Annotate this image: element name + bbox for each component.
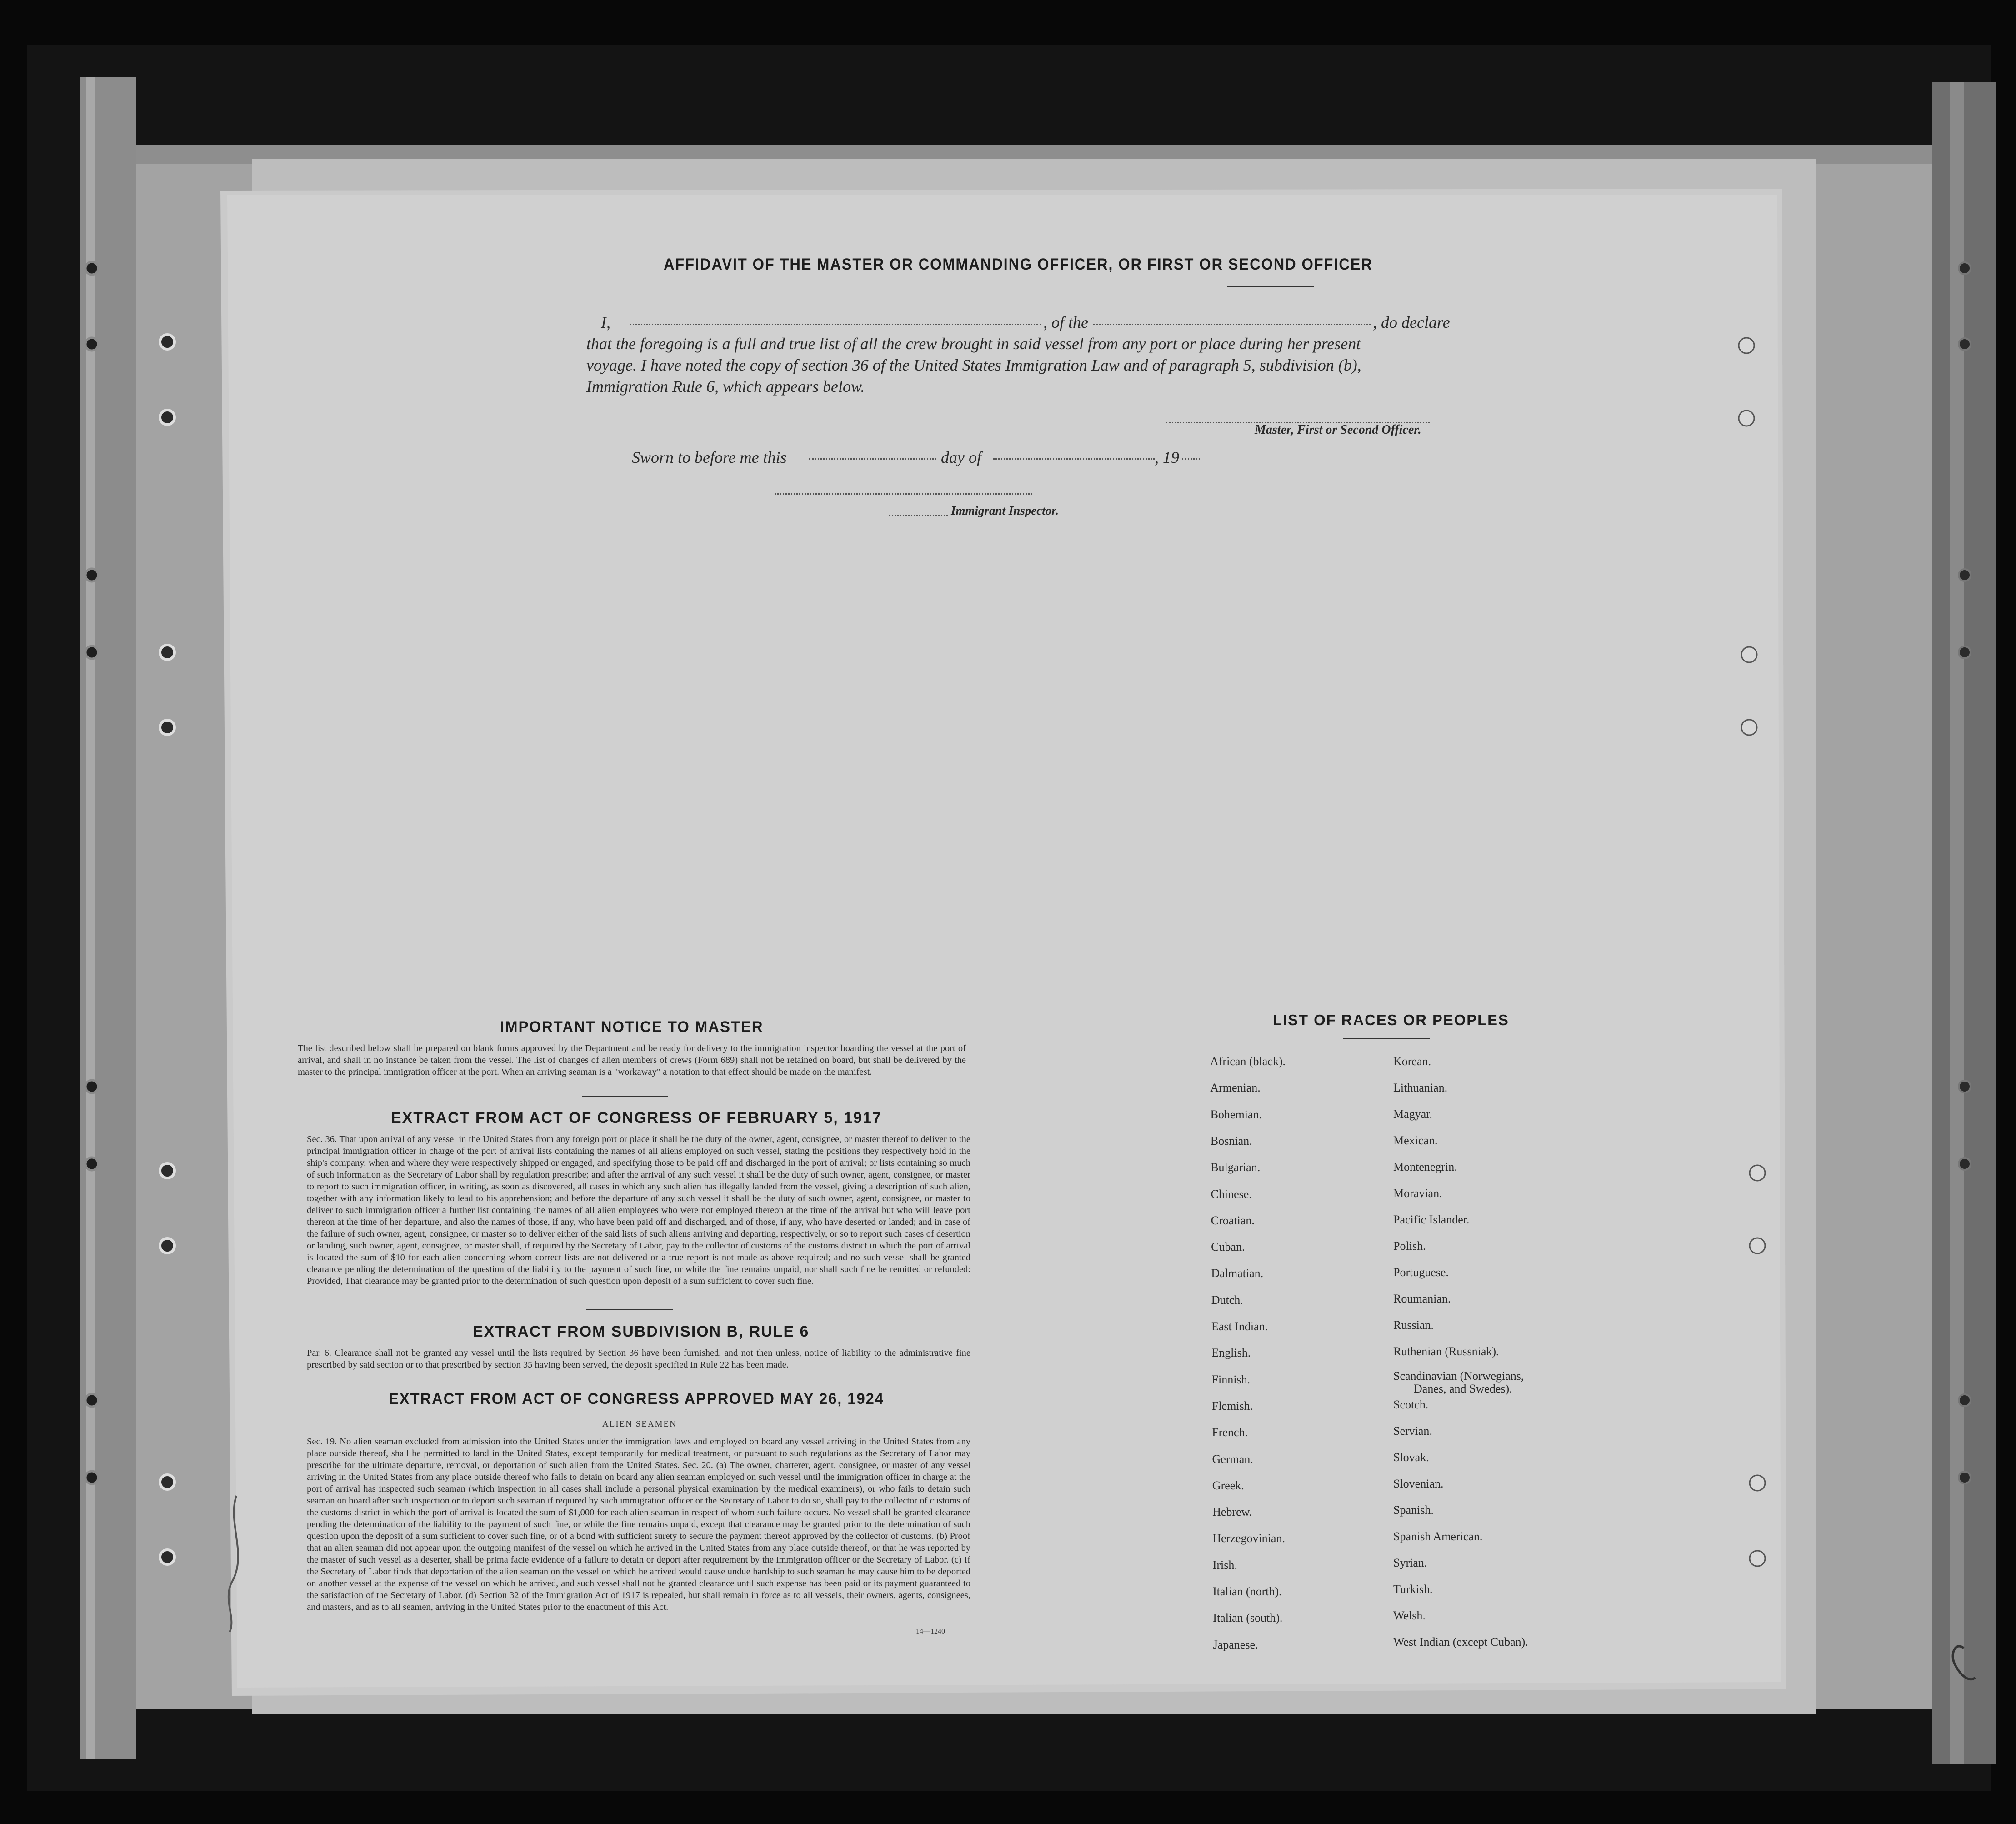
race-right-item: Portuguese. xyxy=(1393,1266,1449,1279)
race-left-item: Flemish. xyxy=(1211,1399,1253,1413)
race-left-item: Hebrew. xyxy=(1212,1505,1252,1519)
act-1917-rule xyxy=(586,1309,673,1310)
affidavit-line-2: that the foregoing is a full and true list of all the crew brought in said vessel from any port or place during her present xyxy=(586,335,1361,353)
race-left-item: Bulgarian. xyxy=(1211,1161,1261,1174)
notice-rule xyxy=(582,1096,668,1097)
master-signature-label: Master, First or Second Officer. xyxy=(1255,423,1421,437)
inspector-short-line xyxy=(889,515,948,516)
race-left-item: Herzegovinian. xyxy=(1212,1532,1285,1545)
act-1924-subtitle: ALIEN SEAMEN xyxy=(602,1419,677,1429)
race-left-item: German. xyxy=(1212,1452,1253,1466)
race-left-item: Italian (north). xyxy=(1213,1585,1282,1598)
race-right-item: Lithuanian. xyxy=(1393,1081,1448,1094)
race-right-item: Ruthenian (Russniak). xyxy=(1393,1345,1499,1358)
race-left-item: Chinese. xyxy=(1211,1187,1252,1201)
race-right-item: Roumanian. xyxy=(1393,1292,1451,1305)
race-right-item: Magyar. xyxy=(1393,1107,1432,1121)
act-1917-text: Sec. 36. That upon arrival of any vessel in the United States from any foreign port or place it shall be the duty of the owner, agent, consignee, or master thereof to deliver to the principal immigration officer in charge of the port of arrival lists containing the names of all aliens employed on such vessel, stating the positions they respectively hold in the ship's company, when and where they were respectively shipped or engaged, and specifying those to be paid off and discharged in the port of arrival; or lists containing so much of such information as the Secretary of Labor shall by regulation prescribe; and after the arrival of any such vessel it shall be the duty of such owner, agent, consignee, or master to report to such immigration officer, in writing, as soon as discovered, all cases in which any such alien has illegally landed from the vessel, giving a description of such alien, together with any information likely to lead to his apprehension; and before the departure of any such vessel it shall be the duty of such owner, agent, consignee, or master to deliver to such immigration officer a further list containing the names of all alien employees who were not employed thereon at the time of the arrival but who will leave port thereon at the time of her departure, and also the names of those, if any, who have been paid off and discharged, and of those, if any, who have deserted or landed; and in case of the failure of such owner, agent, consignee, or master so to deliver either of the said lists of such aliens arriving and departing, respectively, or so to report such cases of desertion or landing, such owner, agent, consignee, or master shall, if required by the Secretary of Labor, pay to the collector of customs of the customs district in which the port of arrival is located the sum of $10 for each alien concerning whom correct lists are not delivered or a true report is not made as above required; and no such vessel shall be granted clearance pending the determination of the question of the liability to the payment of such fine, or while the fine remains unpaid, nor shall such fine be remitted or refunded: Provided, That clearance may be granted prior to the determination of such question upon deposit of a sum sufficient to cover such fine. xyxy=(307,1134,970,1286)
sworn-text: Sworn to before me this xyxy=(632,448,787,466)
race-left-item: Dutch. xyxy=(1211,1293,1243,1307)
affidavit-i: I, xyxy=(601,313,610,331)
race-right-item: Mexican. xyxy=(1393,1134,1438,1147)
race-right-item: Slovak. xyxy=(1393,1451,1429,1464)
race-left-item: Irish. xyxy=(1212,1558,1237,1572)
race-right-item: Spanish American. xyxy=(1393,1530,1483,1543)
affidavit-title-rule xyxy=(1227,286,1314,287)
race-right-item: Moravian. xyxy=(1393,1187,1442,1200)
race-left-item: Croatian. xyxy=(1211,1213,1255,1227)
affidavit-of-the: , of the xyxy=(1043,313,1088,331)
race-right-item: West Indian (except Cuban). xyxy=(1393,1635,1528,1649)
sworn-day-blank[interactable] xyxy=(809,458,936,460)
race-left-item: French. xyxy=(1212,1426,1248,1439)
affidavit-name-blank[interactable] xyxy=(630,324,1041,325)
inspector-signature-line[interactable] xyxy=(775,493,1032,495)
race-left-item: Finnish. xyxy=(1211,1373,1251,1386)
races-title: LIST OF RACES OR PEOPLES xyxy=(1273,1012,1509,1028)
race-right-item: Servian. xyxy=(1393,1424,1432,1438)
race-right-item: Danes, and Swedes). xyxy=(1414,1382,1512,1395)
affidavit-title: AFFIDAVIT OF THE MASTER OR COMMANDING OFFICER, OR FIRST OR SECOND OFFICER xyxy=(664,256,1373,273)
affidavit-line-4: Immigration Rule 6, which appears below. xyxy=(586,377,865,396)
inspector-label: Immigrant Inspector. xyxy=(951,504,1059,517)
race-right-item: Korean. xyxy=(1393,1055,1431,1068)
race-right-item: Russian. xyxy=(1393,1318,1434,1332)
act-1924-title: EXTRACT FROM ACT OF CONGRESS APPROVED MAY 26, 1924 xyxy=(389,1390,884,1408)
sworn-year-blank[interactable] xyxy=(1182,458,1200,460)
race-right-item: Slovenian. xyxy=(1393,1477,1444,1490)
form-number: 14—1240 xyxy=(916,1628,945,1635)
race-right-item: Pacific Islander. xyxy=(1393,1213,1470,1226)
race-left-item: Armenian. xyxy=(1210,1081,1261,1095)
affidavit-vessel-blank[interactable] xyxy=(1093,324,1371,325)
race-right-item: Scotch. xyxy=(1393,1398,1429,1411)
sworn-month-blank[interactable] xyxy=(993,458,1155,460)
act-1924-text: Sec. 19. No alien seaman excluded from admission into the United States under the immigration laws and employed on board any vessel arriving in the United States from any place outside thereof, shall be permitted to land in the United States, except temporarily for medical treatment, or pursuant to such regulations as the Secretary of Labor may prescribe for the ultimate departure, removal, or deportation of such alien from the United States. Sec. 20. (a) The owner, charterer, agent, consignee, or master of any vessel arriving in the United States from any place outside thereof who fails to detain on board any alien seaman employed on such vessel until the immigration officer in charge at the port of arrival has inspected such seaman (which inspection in all cases shall include a personal physical examination by the medical examiners), or who fails to detain such seaman on board after such inspection or to deport such seaman if required by such immigration officer or the Secretary of Labor to do so, shall pay to the collector of customs of the customs district in which the port of arrival is located the sum of $1,000 for each alien seaman in respect of whom such failure occurs. No vessel shall be granted clearance pending the determination of the liability to the payment of such fine, or while the fine remains unpaid, except that clearance may be granted prior to the determination of such question upon the deposit of a sum sufficient to cover such fine, or of a bond with sufficient surety to secure the payment thereof approved by the collector of customs. (b) Proof that an alien seaman did not appear upon the outgoing manifest of the vessel on which he arrived in the United States from any place outside thereof, or that he was reported by the master of such vessel as a deserter, shall be prima facie evidence of a failure to detain or deport after requirement by the immigration officer or the Secretary of Labor. (c) If the Secretary of Labor finds that deportation of the alien seaman on the vessel on which he arrived would cause undue hardship to such seaman he may cause him to be deported on another vessel at the expense of the vessel on which he arrived, and such vessel shall not be granted clearance until such expense has been paid or its payment guaranteed to the satisfaction of the Secretary of Labor. (d) Section 32 of the Immigration Act of 1917 is repealed, but shall remain in force as to all vessels, their owners, agents, consignees, and masters, and as to all seamen, arriving in the United States prior to the enactment of this Act. xyxy=(307,1437,970,1612)
rule-6-text: Par. 6. Clearance shall not be granted any vessel until the lists required by Section 36 have been furnished, and not then unless, notice of liability to the administrative fine prescribed by said section or to that prescribed by section 35 having been served, the deposit specified in Rule 22 has been made. xyxy=(307,1348,970,1370)
notice-title: IMPORTANT NOTICE TO MASTER xyxy=(500,1018,764,1036)
race-right-item: Welsh. xyxy=(1393,1609,1426,1622)
race-right-item: Montenegrin. xyxy=(1393,1160,1457,1173)
affidavit-line-3: voyage. I have noted the copy of section 36 of the United States Immigration Law and of paragraph 5, subdivision (b), xyxy=(586,356,1361,374)
race-left-item: Dalmatian. xyxy=(1211,1267,1264,1280)
races-rule xyxy=(1343,1038,1430,1039)
act-1917-title: EXTRACT FROM ACT OF CONGRESS OF FEBRUARY 5, 1917 xyxy=(391,1109,882,1127)
race-left-item: Italian (south). xyxy=(1213,1611,1283,1625)
year-text: , 19 xyxy=(1155,448,1179,466)
day-of-text: day of xyxy=(941,448,981,466)
rule-6-title: EXTRACT FROM SUBDIVISION B, RULE 6 xyxy=(473,1323,810,1340)
race-right-item: Polish. xyxy=(1393,1239,1426,1253)
race-left-item: Japanese. xyxy=(1213,1638,1258,1651)
race-right-item: Turkish. xyxy=(1393,1583,1433,1596)
race-right-item: Spanish. xyxy=(1393,1503,1434,1517)
race-right-item: Scandinavian (Norwegians, xyxy=(1393,1369,1524,1383)
race-left-item: Cuban. xyxy=(1211,1240,1245,1254)
race-left-item: English. xyxy=(1211,1346,1251,1360)
race-left-item: Bohemian. xyxy=(1210,1107,1262,1121)
affidavit-declare: , do declare xyxy=(1373,313,1450,331)
race-left-item: East Indian. xyxy=(1211,1320,1268,1333)
race-left-item: Greek. xyxy=(1212,1478,1244,1492)
race-left-item: African (black). xyxy=(1210,1055,1286,1068)
race-right-item: Syrian. xyxy=(1393,1556,1427,1569)
race-left-item: Bosnian. xyxy=(1210,1134,1252,1148)
notice-text: The list described below shall be prepared on blank forms approved by the Department and be ready for delivery to the immigration inspector boarding the vessel at the port of arrival, and shall in no instance be taken from the vessel. The list of changes of alien members of crews (Form 689) shall not be retained on board, but shall be delivered by the master to the principal immigration officer at the port. When an arriving seaman is a "workaway" a notation to that effect should be made on the manifest. xyxy=(298,1043,966,1077)
